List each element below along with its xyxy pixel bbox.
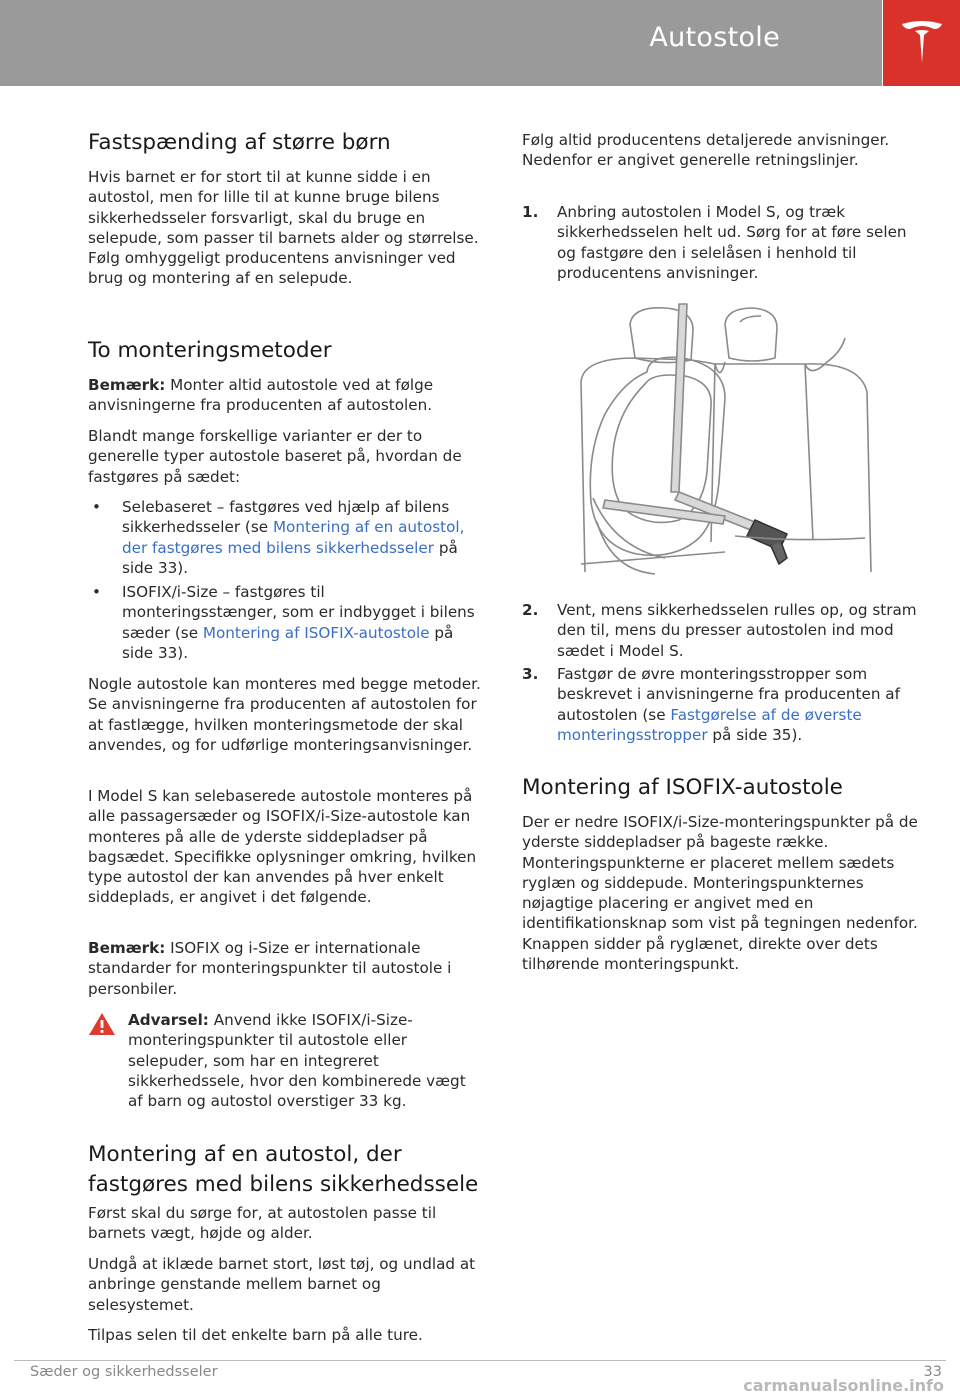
step-text: på side 35). bbox=[707, 725, 803, 744]
paragraph: I Model S kan selebaserede autostole monteres på alle passagersæder og ISOFIX/i-Size-autostole kan monteres på alle de yderste siddepladser på bagsædet. Specifikke oplysninger omkring, hvilken type autostol der kan anvendes på hver enkelt siddeplads, er angivet i det følgende. bbox=[88, 787, 477, 907]
warning-label: Advarsel: bbox=[128, 1011, 209, 1029]
list-item bbox=[88, 582, 483, 663]
link-seatbelt-mounting[interactable]: Montering af en autostol, der fastgøres med bilens sikkerhedsseler bbox=[122, 518, 465, 557]
footer-section: Sæder og sikkerhedsseler bbox=[30, 1364, 218, 1380]
note-label: Bemærk: bbox=[88, 376, 166, 394]
link-top-tether[interactable]: Fastgørelse af de øverste monteringsstropper bbox=[557, 705, 862, 744]
paragraph: Følg altid producentens detaljerede anvisninger. Nedenfor er angivet generelle retningslinjer. bbox=[522, 131, 890, 170]
paragraph: Hvis barnet er for stort til at kunne sidde i en autostol, men for lille til at kunne bruge bilens sikkerhedsseler forsvarligt, skal du bruge en selepude, som passer til barnets alder og størrelse. Følg omhyggeligt producentens anvisninger ved brug og montering af en selepude. bbox=[88, 168, 479, 288]
child-seat-drawing bbox=[575, 302, 875, 582]
header-bar bbox=[0, 0, 882, 86]
note-text: Monter altid autostole ved at følge anvisningerne fra producenten af autostolen. bbox=[88, 376, 434, 415]
paragraph: Først skal du sørge for, at autostolen passe til barnets vægt, højde og alder. bbox=[88, 1204, 437, 1243]
page-number: 33 bbox=[923, 1364, 942, 1380]
paragraph: Der er nedre ISOFIX/i-Size-monteringspunkter på de yderste siddepladser på bageste række. Monteringspunkterne er placeret mellem sædets ryglæn og siddepude. Monteringspunkternes nøjagtige placering er angivet med en identifikationsknap som vist på tegningen nedenfor. Knappen sidder på ryglænet, direkte over dets tilhørende monteringspunkt. bbox=[522, 813, 918, 974]
warning-icon bbox=[88, 1012, 116, 1036]
bullet: • bbox=[92, 583, 101, 601]
list-item bbox=[88, 497, 483, 578]
heading-seatbelt-mounting: Montering af en autostol, der fastgøres med bilens sikkerhedssele bbox=[88, 1142, 479, 1197]
footer-divider bbox=[14, 1360, 946, 1361]
list-item-text: Selebaseret – fastgøres ved hjælp af bilens sikkerhedsseler (se bbox=[122, 498, 450, 537]
step-number: 3. bbox=[522, 665, 539, 683]
step-text: Fastgør de øvre monteringsstropper som beskrevet i anvisningerne fra producenten af autostolen (se bbox=[557, 665, 900, 724]
list-item-text: ISOFIX/i-Size – fastgøres til monteringsstænger, som er indbygget i bilens sæder (se bbox=[122, 583, 475, 642]
tesla-logo-icon bbox=[901, 20, 943, 64]
brand-logo bbox=[883, 0, 960, 86]
step-text: Anbring autostolen i Model S, og træk sikkerhedsselen helt ud. Sørg for at føre selen og fastgøre den i selelåsen i henhold til producentens anvisninger. bbox=[557, 203, 907, 282]
heading-isofix: Montering af ISOFIX-autostole bbox=[522, 775, 843, 800]
warning-text: Anvend ikke ISOFIX/i-Size-monteringspunkter til autostole eller selepuder, som har en integreret sikkerhedssele, hvor den kombinerede vægt af barn og autostol overstiger 33 kg. bbox=[128, 1011, 466, 1111]
step-number: 1. bbox=[522, 203, 539, 221]
bullet: • bbox=[92, 498, 101, 516]
child-seat-illustration bbox=[575, 302, 875, 582]
note-label: Bemærk: bbox=[88, 939, 166, 957]
heading-mounting-methods: To monteringsmetoder bbox=[88, 338, 332, 363]
paragraph: Tilpas selen til det enkelte barn på alle ture. bbox=[88, 1326, 423, 1344]
note-text: ISOFIX og i-Size er internationale standarder for monteringspunkter til autostole i personbiler. bbox=[88, 939, 452, 998]
paragraph: Blandt mange forskellige varianter er der to generelle typer autostole baseret på, hvordan de fastgøres på sædet: bbox=[88, 427, 462, 486]
note-paragraph bbox=[88, 375, 483, 416]
step-item bbox=[522, 202, 920, 283]
step-number: 2. bbox=[522, 601, 539, 619]
note-paragraph bbox=[88, 938, 483, 999]
list-item-text: på side 33). bbox=[122, 623, 454, 662]
step-item bbox=[522, 664, 920, 745]
step-text: Vent, mens sikkerhedsselen rulles op, og stram den til, mens du presser autostolen ind mod sædet i Model S. bbox=[557, 601, 917, 660]
heading-larger-children: Fastspænding af større børn bbox=[88, 130, 391, 155]
list-item-text: på side 33). bbox=[122, 538, 458, 577]
paragraph: Undgå at iklæde barnet stort, løst tøj, og undlad at anbringe genstande mellem barnet og selesystemet. bbox=[88, 1255, 476, 1314]
watermark: carmanualsonline.info bbox=[743, 1376, 944, 1395]
warning-box bbox=[88, 1010, 483, 1111]
paragraph: Nogle autostole kan monteres med begge metoder. Se anvisningerne fra producenten af autostolen for at fastlægge, hvilken monteringsmetode der skal anvendes, og for udførlige monteringsanvisninger. bbox=[88, 675, 481, 754]
link-isofix-mounting[interactable]: Montering af ISOFIX-autostole bbox=[202, 623, 430, 642]
step-item bbox=[522, 600, 920, 661]
page-title: Autostole bbox=[649, 22, 780, 53]
